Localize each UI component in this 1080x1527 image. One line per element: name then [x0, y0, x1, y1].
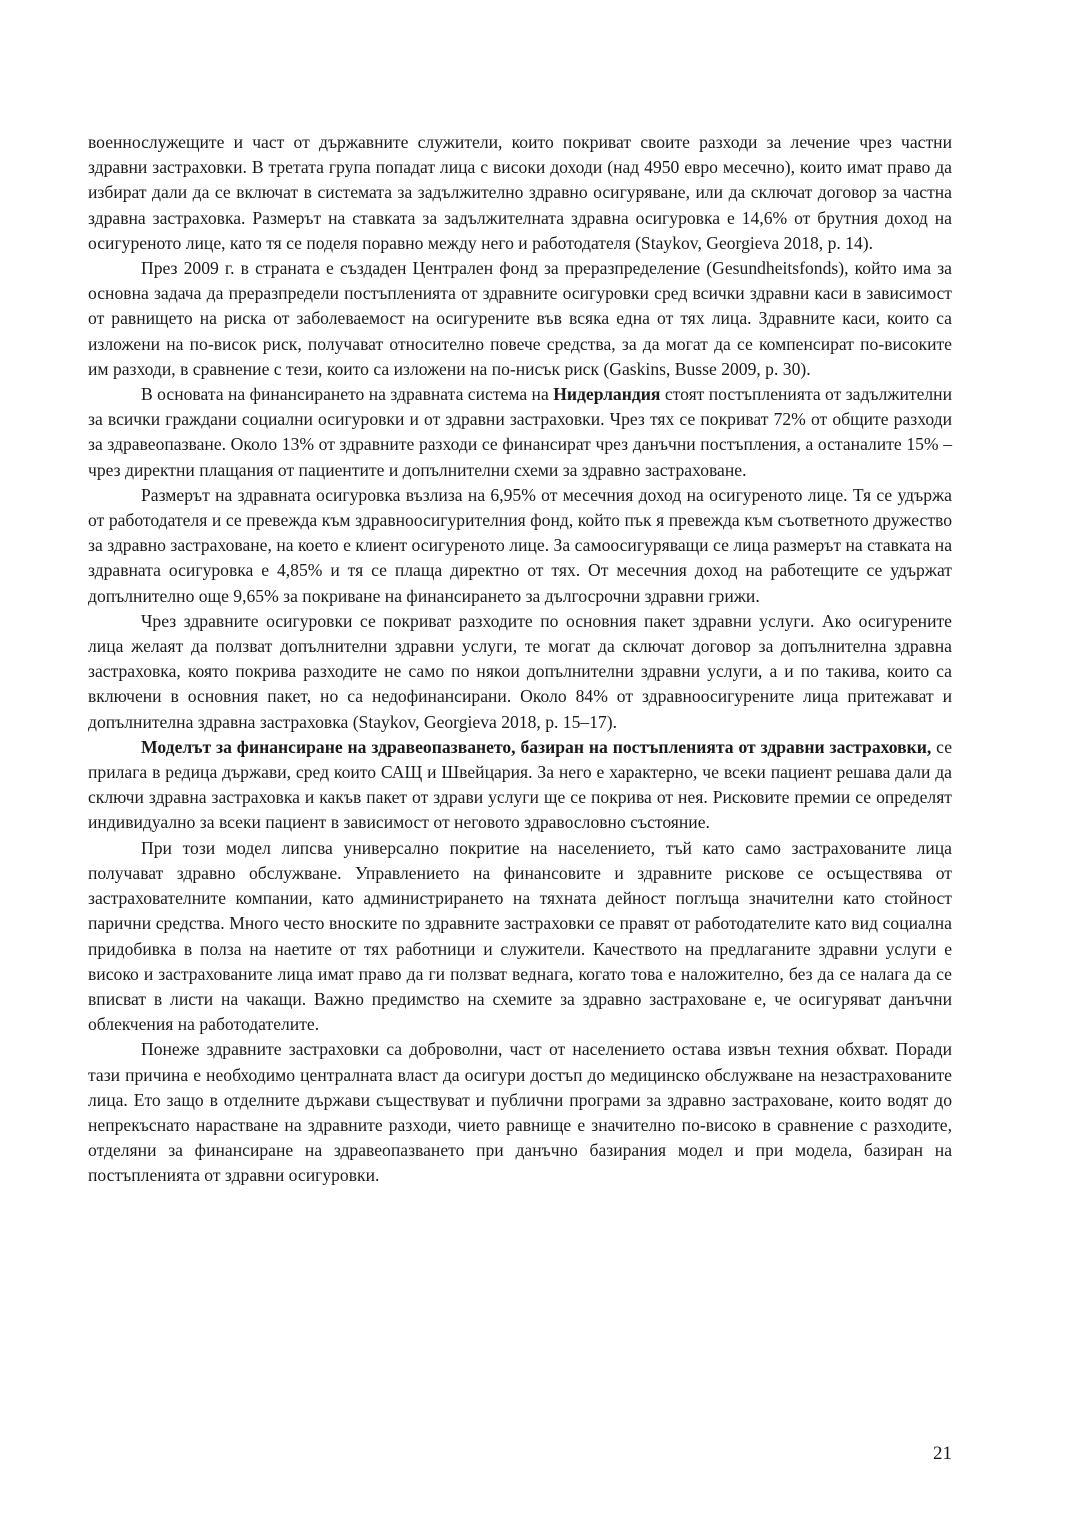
paragraph-8: Понеже здравните застраховки са доброволни, част от населението остава извън техния обхват. Поради тази причина е необходимо централната власт да осигури достъп до медицинско обслужване на незастрахованите лица. Ето защо в отделните държави съществуват и публични програми за здравно застраховане, които водят до непрекъснато нарастване на здравните разходи, чието равнище е значително по-високо в сравнение с разходите, отделяни за финансиране на здравеопазването при данъчно базирания модел и при модела, базиран на постъпленията от здравни осигуровки. — [88, 1039, 952, 1186]
paragraph-2: През 2009 г. в страната е създаден Централен фонд за преразпределение (Gesundheitsfonds), който има за основна задача да преразпредели постъпленията от здравните осигуровки сред всички здравни каси в зависимост от равнището на риска от заболеваемост на осигурените във всяка една от тях лица. Здравните каси, които са изложени на по-висок риск, получават относително повече средства, за да могат да се компенсират по-високите им разходи, в сравнение с тези, които са изложени на по-нисък риск (Gaskins, Busse 2009, p. 30). — [88, 258, 952, 379]
model-heading-bold: Моделът за финансиране на здравеопазването, базиран на постъпленията от здравни застраховки, — [141, 736, 932, 757]
country-name-netherlands: Нидерландия — [553, 384, 661, 405]
page-number: 21 — [933, 1443, 952, 1464]
paragraph-3 — [88, 382, 952, 483]
document-page-body — [88, 130, 952, 1189]
paragraph-7: При този модел липсва универсално покритие на населението, тъй като само застрахованите лица получават здравно обслужване. Управлението на финансовите и здравните рискове се осъществява от застрахователните компании, като администрирането на тяхната дейност поглъща значителни като стойност парични средства. Много често вноските по здравните застраховки се правят от работодателите като вид социална придобивка в полза на наетите от тях работници и служители. Качеството на предлаганите здравни услуги е високо и застрахованите лица имат право да ги ползват веднага, когато това е наложително, без да се налага да се вписват в листи на чакащи. Важно предимство на схемите за здравно застраховане е, че осигуряват данъчни облекчения на работодателите. — [88, 837, 952, 1035]
paragraph-4: Размерът на здравната осигуровка възлиза на 6,95% от месечния доход на осигуреното лице. Тя се удържа от работодателя и се превежда към здравноосигурителния фонд, който пък я превежда към съответното дружество за здравно застраховане, на което е клиент осигуреното лице. За самоосигуряващи се лица размерът на ставката на здравната осигуровка е 4,85% и тя се плаща директно от тях. От месечния доход на работещите се удържат допълнително още 9,65% за покриване на финансирането за дългосрочни здравни грижи. — [88, 484, 952, 606]
paragraph-6 — [88, 735, 952, 836]
paragraph-1: военнослужещите и част от държавните служители, които покриват своите разходи за лечение чрез частни здравни застраховки. В третата група попадат лица с високи доходи (над 4950 евро месечно), които имат право да избират дали да се включат в системата за задължително здравно осигуряване, или да сключат договор за частна здравна застраховка. Размерът на ставката за задължителната здравна осигуровка е 14,6% от брутния доход на осигуреното лице, като тя се поделя поравно между него и работодателя (Staykov, Georgieva 2018, p. 14). — [88, 132, 952, 253]
paragraph-3-text-after: стоят постъпленията от задължителни за всички граждани социални осигуровки и от здравни застраховки. Чрез тях се покриват 72% от общите разходи за здравеопазване. Около 13% от здравните разходи се финансират чрез данъчни постъпления, а останалите 15% – чрез директни плащания от пациентите и допълнителни схеми за здравно застраховане. — [88, 384, 952, 480]
paragraph-3-text-before: В основата на финансирането на здравната система на — [141, 384, 554, 405]
paragraph-5: Чрез здравните осигуровки се покриват разходите по основния пакет здравни услуги. Ако осигурените лица желаят да ползват допълнителни здравни услуги, те могат да сключат договор за допълнителна здравна застраховка, която покрива разходите не само по някои допълнителни здравни услуги, а и по такива, които са включени в основния пакет, но са недофинансирани. Около 84% от здравноосигурените лица притежават и допълнителна здравна застраховка (Staykov, Georgieva 2018, p. 15–17). — [88, 610, 952, 732]
paragraph-6-text-after: се прилага в редица държави, сред които САЩ и Швейцария. За него е характерно, че всеки пациент решава дали да сключи здравна застраховка и какъв пакет от здрави услуги ще се покрива от нея. Рисковите премии се определят индивидуално за всеки пациент в зависимост от неговото здравословно състояние. — [88, 736, 953, 833]
